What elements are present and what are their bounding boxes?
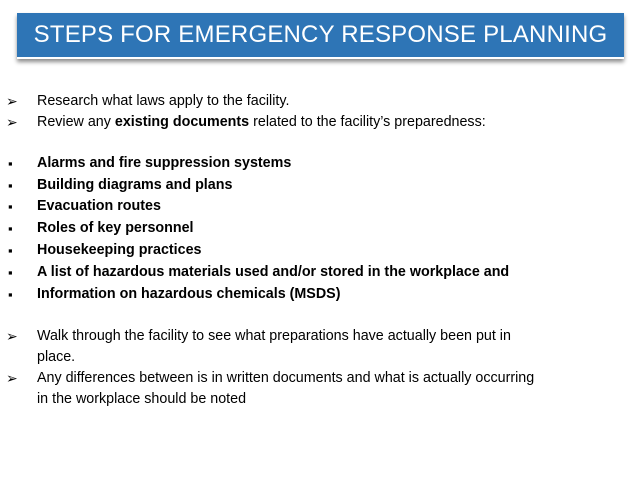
list-item-text: Housekeeping practices — [37, 242, 202, 258]
list-item-text: Building diagrams and plans — [37, 177, 233, 193]
title-banner — [17, 13, 624, 59]
square-bullet-icon: ▪ — [8, 221, 13, 236]
list-item-text: place. — [37, 349, 76, 365]
arrowhead-bullet-icon: ➢ — [6, 93, 18, 109]
square-bullet-icon: ▪ — [8, 265, 13, 280]
square-bullet-icon: ▪ — [8, 243, 13, 258]
list-item-text: Any differences between is in written documents and what is actually occurring — [37, 370, 535, 386]
text-segment: related to the facility’s preparedness: — [249, 114, 486, 130]
list-item-text: Roles of key personnel — [37, 220, 194, 236]
list-item-text: in the workplace should be noted — [37, 391, 247, 407]
list-item-text — [37, 112, 486, 133]
list-item-text: Alarms and fire suppression systems — [37, 155, 292, 171]
square-bullet-icon: ▪ — [8, 156, 13, 171]
list-item-text: Walk through the facility to see what preparations have actually been put in — [37, 328, 511, 344]
square-bullet-icon: ▪ — [8, 178, 13, 193]
page-title: STEPS FOR EMERGENCY RESPONSE PLANNING — [33, 21, 608, 48]
arrowhead-bullet-icon: ➢ — [6, 328, 18, 344]
list-item-text: Evacuation routes — [37, 198, 161, 214]
square-bullet-icon: ▪ — [8, 199, 13, 214]
text-segment: Review any — [37, 114, 115, 130]
arrowhead-bullet-icon: ➢ — [6, 114, 18, 130]
square-bullet-icon: ▪ — [8, 287, 13, 302]
arrowhead-bullet-icon: ➢ — [6, 370, 18, 386]
list-item-text: Information on hazardous chemicals (MSDS) — [37, 286, 341, 302]
list-item-text: Research what laws apply to the facility. — [37, 93, 290, 109]
list-item-text: A list of hazardous materials used and/or stored in the workplace and — [37, 264, 510, 280]
emphasis-text: existing documents — [114, 114, 250, 130]
